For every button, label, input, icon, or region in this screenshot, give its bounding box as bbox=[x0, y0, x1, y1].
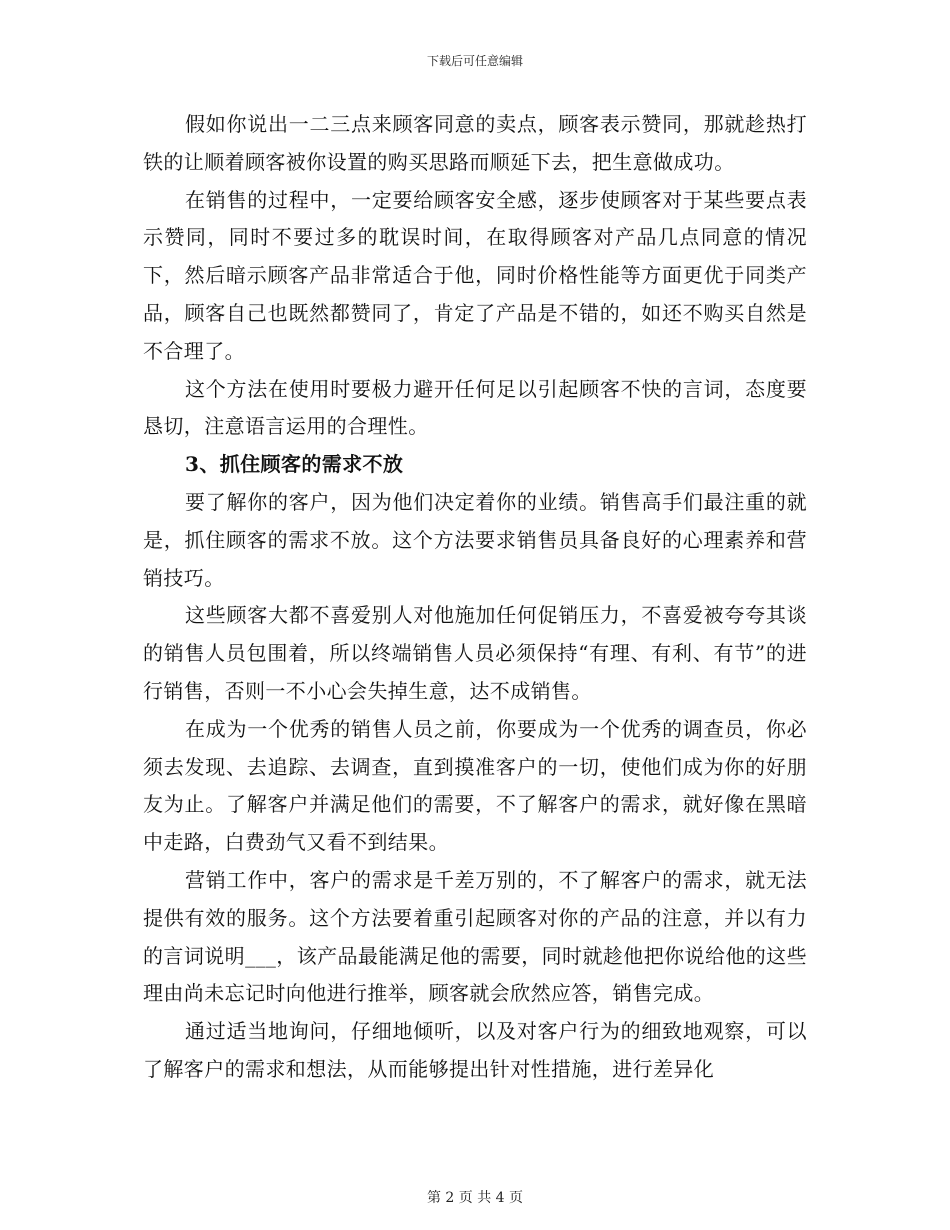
paragraph: 在成为一个优秀的销售人员之前，你要成为一个优秀的调查员，你必须去发现、去追踪、去调查，直到摸准客户的一切，使他们成为你的好朋友为止。了解客户并满足他们的需要，不了解客户的需求，就好像在黑暗中走路，白费劲气又看不到结果。 bbox=[143, 716, 807, 855]
paragraph: 这些顾客大都不喜爱别人对他施加任何促销压力，不喜爱被夸夸其谈的销售人员包围着，所以终端销售人员必须保持“有理、有利、有节”的进行销售，否则一不小心会失掉生意，达不成销售。 bbox=[143, 603, 807, 703]
paragraph: 在销售的过程中，一定要给顾客安全感，逐步使顾客对于某些要点表示赞同，同时不要过多的耽误时间，在取得顾客对产品几点同意的情况下，然后暗示顾客产品非常适合于他，同时价格性能等方面更优于同类产品，顾客自己也既然都赞同了，肯定了产品是不错的，如还不购买自然是不合理了。 bbox=[143, 187, 807, 363]
paragraph: 通过适当地询问，仔细地倾听，以及对客户行为的细致地观察，可以了解客户的需求和想法，从而能够提出针对性措施，进行差异化 bbox=[143, 1019, 807, 1081]
page-header: 下载后可任意编辑 bbox=[426, 54, 523, 68]
paragraph: 假如你说出一二三点来顾客同意的卖点，顾客表示赞同，那就趁热打铁的让顺着顾客被你设置的购买思路而顺延下去，把生意做成功。 bbox=[143, 112, 807, 174]
document-body bbox=[143, 106, 807, 1089]
paragraph: 这个方法在使用时要极力避开任何足以引起顾客不快的言词，态度要恳切，注意语言运用的合理性。 bbox=[143, 376, 807, 439]
page-number: 第 2 页 共 4 页 bbox=[426, 1190, 524, 1206]
section-heading: 3、抓住顾客的需求不放 bbox=[185, 452, 404, 477]
paragraph: 要了解你的客户，因为他们决定着你的业绩。销售高手们最注重的就是，抓住顾客的需求不放。这个方法要求销售员具备良好的心理素养和营销技巧。 bbox=[143, 489, 807, 590]
paragraph: 营销工作中，客户的需求是千差万别的，不了解客户的需求，就无法提供有效的服务。这个方法要着重引起顾客对你的产品的注意，并以有力的言词说明___，该产品最能满足他的需要，同时就趁他把你说给他的这些理由尚未忘记时向他进行推举，顾客就会欣然应答，销售完成。 bbox=[143, 867, 807, 1006]
